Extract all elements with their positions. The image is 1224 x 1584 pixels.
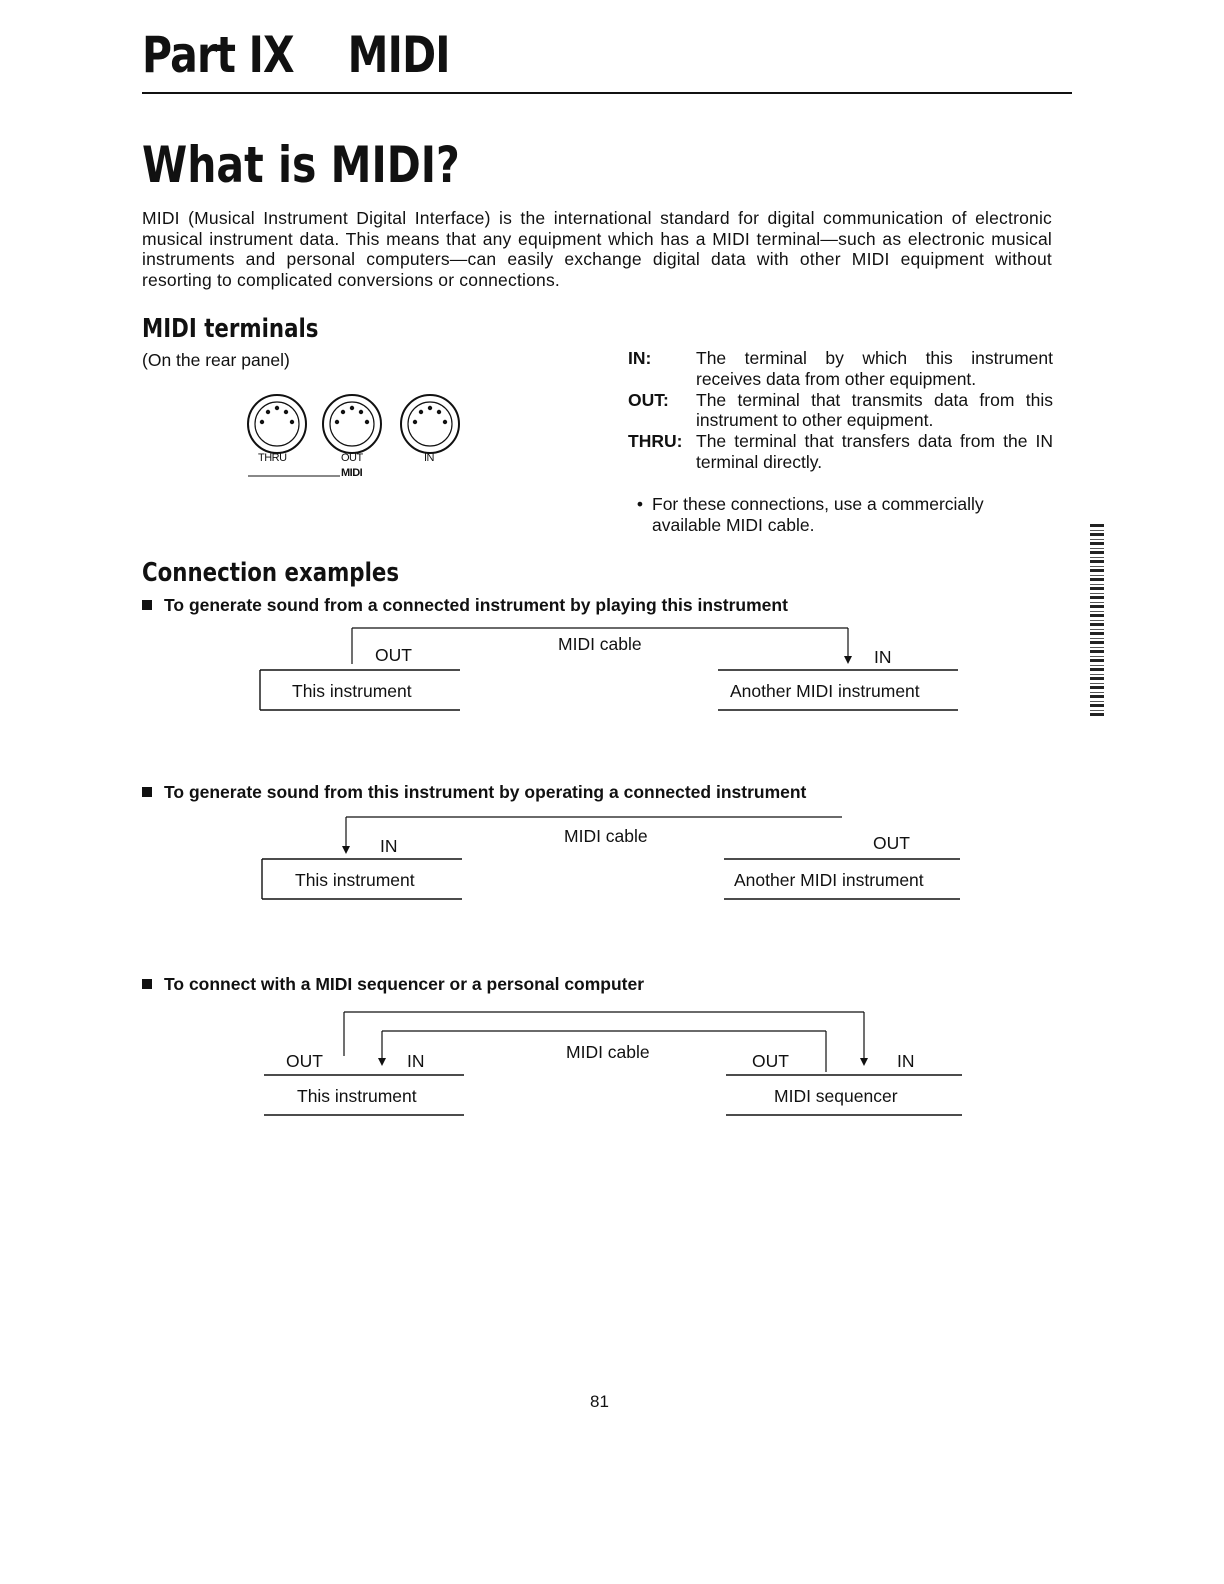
bullet-icon: •: [636, 494, 644, 514]
example-2-cable: MIDI cable: [564, 826, 648, 846]
example-3-left-port-out: OUT: [286, 1051, 323, 1071]
example-2-right-port: OUT: [873, 833, 910, 853]
example-3-right-port-in: IN: [897, 1051, 915, 1071]
midi-group-label: MIDI: [341, 467, 363, 479]
definition-text: The terminal that transfers data from the IN terminal directly.: [696, 431, 1053, 472]
example-3-left-port-in: IN: [407, 1051, 425, 1071]
page-title: What is MIDI?: [142, 136, 460, 194]
definition-key: OUT:: [628, 389, 669, 410]
example-2-left-port: IN: [380, 836, 398, 856]
example-1-right-device: Another MIDI instrument: [730, 681, 920, 701]
part-number: Part IX: [142, 26, 294, 84]
definition-thru: [628, 431, 1053, 473]
terminal-definitions: [628, 348, 1053, 473]
example-3-right-port-out: OUT: [752, 1051, 789, 1071]
example-3-left-device: This instrument: [297, 1086, 417, 1106]
example-1-right-port: IN: [874, 647, 892, 667]
page-number: 81: [590, 1392, 609, 1411]
terminals-location: (On the rear panel): [142, 350, 290, 370]
square-bullet-icon: [142, 979, 152, 989]
thru-port-label: THRU: [258, 452, 287, 464]
in-port-label: IN: [424, 452, 434, 464]
example-1-left-device: This instrument: [292, 681, 412, 701]
example-3-right-device: MIDI sequencer: [774, 1086, 898, 1106]
definition-text: The terminal by which this instrument receives data from other equipment.: [696, 348, 1053, 389]
definition-out: [628, 390, 1053, 432]
definition-text: The terminal that transmits data from this instrument to other equipment.: [696, 389, 1053, 431]
part-section: MIDI: [347, 26, 450, 84]
connections-heading: Connection examples: [142, 558, 400, 588]
definition-key: IN:: [628, 348, 652, 368]
definition-in: [628, 348, 1053, 390]
thru-port-icon: [248, 395, 306, 453]
example-3-title: To connect with a MIDI sequencer or a personal computer: [142, 974, 644, 995]
terminals-heading: MIDI terminals: [142, 314, 319, 344]
example-2-title: To generate sound from this instrument by operating a connected instrument: [142, 782, 806, 803]
intro-paragraph: MIDI (Musical Instrument Digital Interface) is the international standard for digital communication of electronic musical instrument data. This means that any equipment which has a MIDI terminal—such as electronic musical instruments and personal computers—can easily exchange digital data with other MIDI equipment without resorting to complicated conversions or connections.: [142, 208, 1052, 290]
square-bullet-icon: [142, 600, 152, 610]
square-bullet-icon: [142, 787, 152, 797]
cable-note-text: For these connections, use a commercially available MIDI cable.: [652, 494, 984, 535]
in-port-icon: [401, 395, 459, 453]
example-1-cable: MIDI cable: [558, 634, 642, 654]
example-2-right-device: Another MIDI instrument: [734, 870, 924, 890]
out-port-icon: [323, 395, 381, 453]
edge-index-mark: [1090, 524, 1104, 716]
definition-key: THRU:: [628, 431, 683, 452]
example-2-left-device: This instrument: [295, 870, 415, 890]
out-port-label: OUT: [341, 452, 363, 464]
example-3-cable: MIDI cable: [566, 1042, 650, 1062]
cable-note: [628, 494, 1053, 536]
example-1-title: To generate sound from a connected instrument by playing this instrument: [142, 595, 788, 616]
example-1-left-port: OUT: [375, 645, 412, 665]
